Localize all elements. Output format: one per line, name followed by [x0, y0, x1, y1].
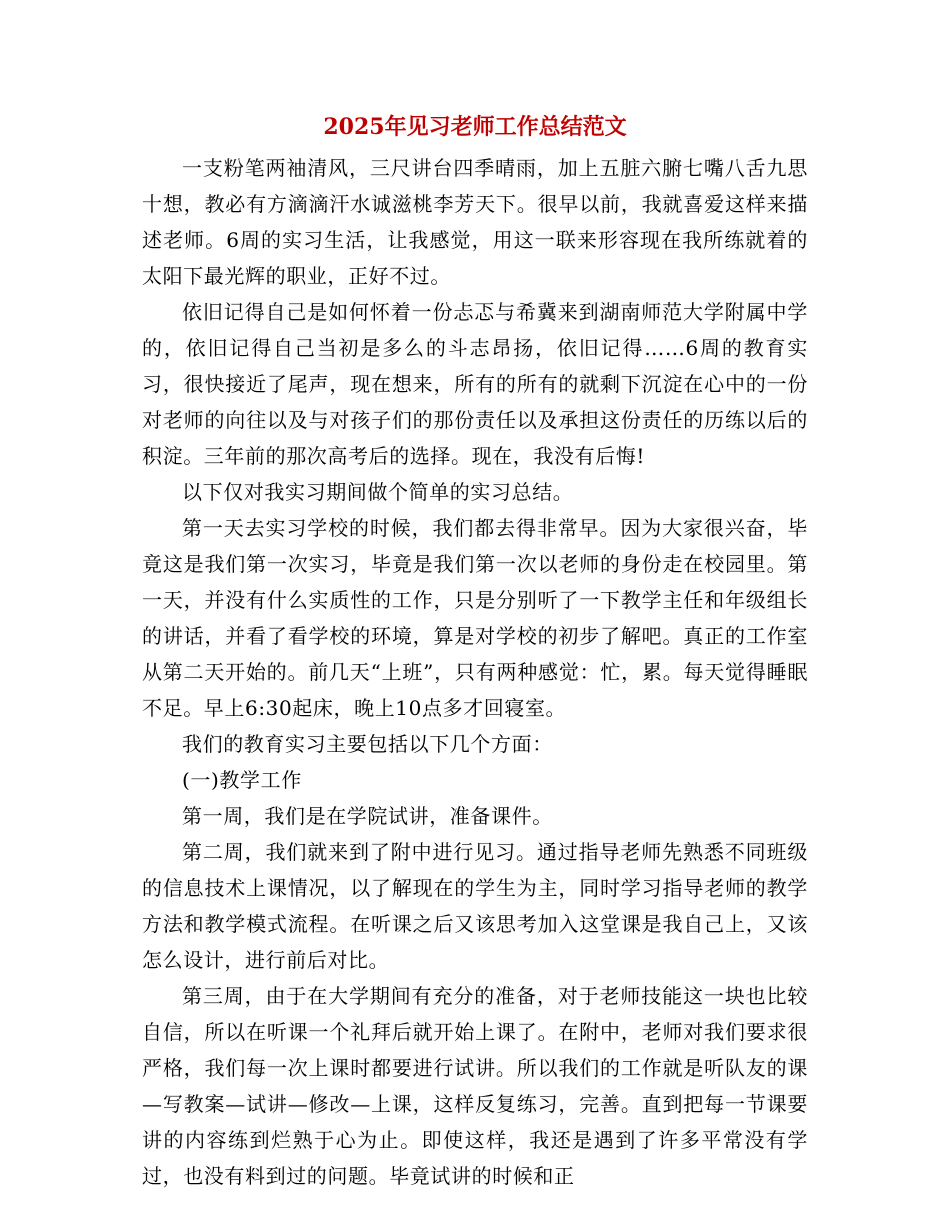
paragraph-memories: 依旧记得自己是如何怀着一份忐忑与希冀来到湖南师范大学附属中学的，依旧记得自己当初是多么的斗志昂扬，依旧记得……6周的教育实习，很快接近了尾声，现在想来，所有的所有的就剩下沉淀在心中的一份对老师的向往以及与对孩子们的那份责任以及承担这份责任的历练以后的积淀。三年前的那次高考后的选择。现在，我没有后悔! — [142, 300, 808, 468]
paragraph-week-two: 第二周，我们就来到了附中进行见习。通过指导老师先熟悉不同班级的信息技术上课情况，以了解现在的学生为主，同时学习指导老师的教学方法和教学模式流程。在听课之后又该思考加入这堂课是我自己上，又该怎么设计，进行前后对比。 — [142, 840, 808, 972]
document-body — [142, 150, 808, 1194]
section-heading-teaching: (一)教学工作 — [182, 768, 302, 792]
paragraph-first-day: 第一天去实习学校的时候，我们都去得非常早。因为大家很兴奋，毕竟这是我们第一次实习，毕竟是我们第一次以老师的身份走在校园里。第一天，并没有什么实质性的工作，只是分别听了一下教学主任和年级组长的讲话，并看了看学校的环境，算是对学校的初步了解吧。真正的工作室从第二天开始的。前几天“上班”，只有两种感觉：忙，累。每天觉得睡眠不足。早上6:30起床，晚上10点多才回寝室。 — [142, 516, 808, 720]
document-title: 2025年见习老师工作总结范文 — [323, 114, 627, 140]
paragraph-opening-couplet: 一支粉笔两袖清风，三尺讲台四季晴雨，加上五脏六腑七嘴八舌九思十想，教必有方滴滴汗水诚滋桃李芳天下。很早以前，我就喜爱这样来描述老师。6周的实习生活，让我感觉，用这一联来形容现在我所练就着的太阳下最光辉的职业，正好不过。 — [142, 156, 808, 288]
paragraph-aspects-intro: 我们的教育实习主要包括以下几个方面： — [182, 732, 553, 756]
paragraph-week-one: 第一周，我们是在学院试讲，准备课件。 — [182, 804, 553, 828]
paragraph-summary-intro: 以下仅对我实习期间做个简单的实习总结。 — [182, 480, 574, 504]
paragraph-week-three: 第三周，由于在大学期间有充分的准备，对于老师技能这一块也比较自信，所以在听课一个礼拜后就开始上课了。在附中，老师对我们要求很严格，我们每一次上课时都要进行试讲。所以我们的工作就是听队友的课—写教案—试讲—修改—上课，这样反复练习，完善。直到把每一节课要讲的内容练到烂熟于心为止。即使这样，我还是遇到了许多平常没有学过，也没有料到过的问题。毕竟试讲的时候和正 — [142, 984, 808, 1188]
